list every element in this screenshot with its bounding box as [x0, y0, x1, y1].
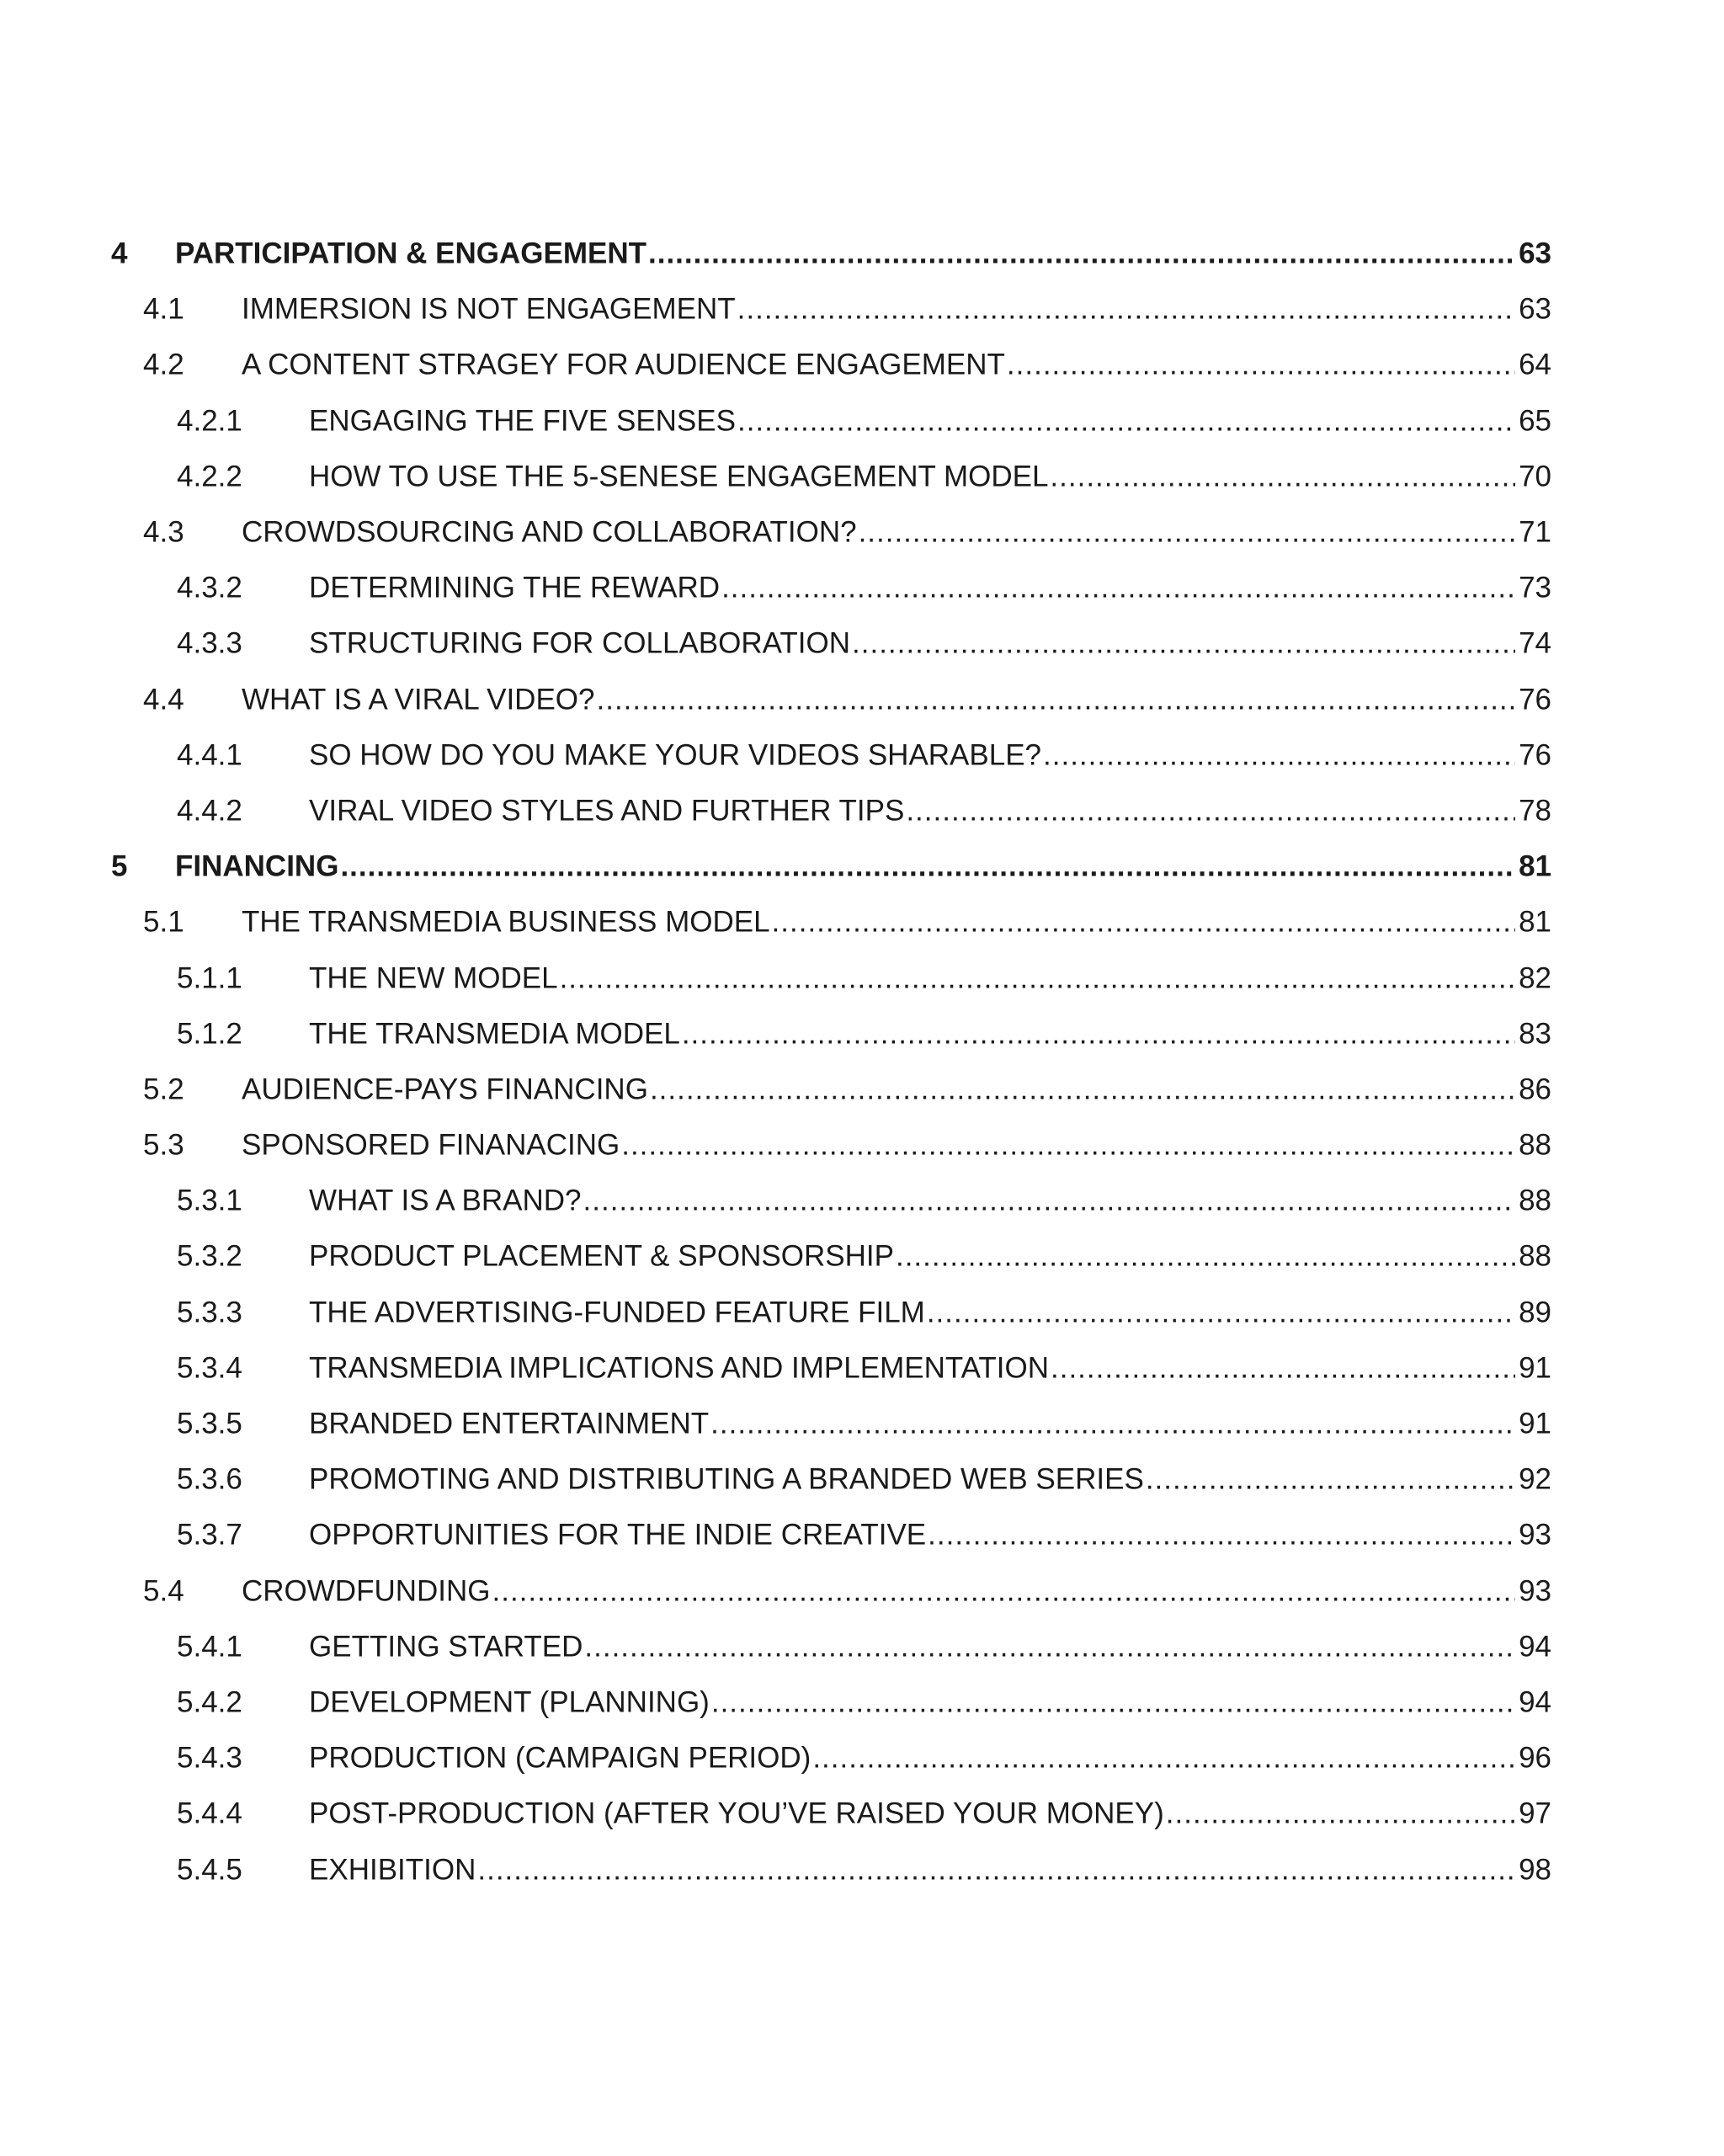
toc-entry[interactable] [0, 226, 1724, 281]
toc-entry-number: 4.3 [143, 515, 184, 549]
toc-entry-number: 4.2 [143, 348, 184, 381]
toc-entry[interactable] [0, 1285, 1724, 1340]
toc-entry[interactable] [0, 950, 1724, 1005]
toc-entry-number: 5.4.3 [177, 1741, 242, 1775]
toc-dot-leader [927, 1297, 1515, 1327]
toc-dot-leader [737, 406, 1515, 435]
toc-entry-number: 5.2 [143, 1073, 184, 1106]
toc-entry-title[interactable]: SO HOW DO YOU MAKE YOUR VIDEOS SHARABLE? [309, 738, 1042, 772]
toc-entry[interactable] [0, 449, 1724, 504]
toc-entry[interactable] [0, 393, 1724, 449]
toc-entry-number: 4.4.2 [177, 794, 242, 828]
toc-entry-title[interactable]: DETERMINING THE REWARD [309, 571, 721, 604]
toc-entry-title[interactable]: OPPORTUNITIES FOR THE INDIE CREATIVE [309, 1518, 927, 1552]
toc-entry-title[interactable]: AUDIENCE-PAYS FINANCING [242, 1073, 648, 1106]
toc-dot-leader [711, 1687, 1515, 1717]
toc-entry[interactable] [0, 1563, 1724, 1619]
toc-dot-leader [896, 1242, 1515, 1271]
toc-entry-page[interactable]: 70 [1519, 460, 1551, 493]
toc-entry-title[interactable]: A CONTENT STRAGEY FOR AUDIENCE ENGAGEMENT [242, 348, 1005, 381]
toc-dot-leader [928, 1520, 1515, 1550]
toc-entry-title[interactable]: VIRAL VIDEO STYLES AND FURTHER TIPS [309, 794, 905, 828]
toc-entry-number: 5.3.2 [177, 1239, 242, 1273]
toc-entry-number: 5.3.6 [177, 1462, 242, 1496]
toc-entry-number: 5.4.1 [177, 1630, 242, 1664]
toc-entry-page[interactable]: 96 [1519, 1741, 1551, 1775]
toc-entry-page[interactable]: 97 [1519, 1797, 1551, 1830]
toc-entry-title[interactable]: CROWDSOURCING AND COLLABORATION? [242, 515, 857, 549]
toc-dot-leader [584, 1632, 1515, 1661]
toc-entry-page[interactable]: 94 [1519, 1685, 1551, 1719]
toc-entry-number: 4.4.1 [177, 738, 242, 772]
toc-entry[interactable] [0, 1340, 1724, 1396]
toc-entry-title[interactable]: THE TRANSMEDIA MODEL [309, 1017, 680, 1051]
toc-dot-leader [812, 1743, 1515, 1773]
toc-dot-leader [1146, 1465, 1515, 1494]
toc-entry-number: 5.1 [143, 905, 184, 939]
toc-entry-title[interactable]: TRANSMEDIA IMPLICATIONS AND IMPLEMENTATION [309, 1351, 1049, 1385]
toc-entry[interactable] [0, 783, 1724, 838]
toc-dot-leader [1050, 461, 1515, 491]
toc-entry[interactable] [0, 560, 1724, 615]
toc-entry[interactable] [0, 1006, 1724, 1062]
toc-dot-leader [772, 908, 1516, 937]
toc-entry-number: 5.1.2 [177, 1017, 242, 1051]
toc-entry-title[interactable]: DEVELOPMENT (PLANNING) [309, 1685, 710, 1719]
toc-dot-leader [682, 1019, 1515, 1048]
toc-entry-number: 5.4.5 [177, 1853, 242, 1887]
toc-entry-title[interactable]: IMMERSION IS NOT ENGAGEMENT [242, 292, 736, 326]
toc-entry-page[interactable]: 92 [1519, 1462, 1551, 1496]
toc-entry-number: 4 [111, 237, 128, 270]
toc-entry-page[interactable]: 93 [1519, 1574, 1551, 1608]
toc-entry[interactable] [0, 337, 1724, 392]
toc-entry[interactable] [0, 1841, 1724, 1897]
toc-entry[interactable] [0, 1674, 1724, 1730]
toc-entry-title[interactable]: PRODUCTION (CAMPAIGN PERIOD) [309, 1741, 811, 1775]
toc-entry-page[interactable]: 88 [1519, 1128, 1551, 1162]
toc-entry[interactable] [0, 1786, 1724, 1841]
toc-entry-title[interactable]: FINANCING [175, 849, 339, 883]
toc-dot-leader [1007, 350, 1515, 380]
toc-entry[interactable] [0, 1507, 1724, 1562]
toc-entry-page[interactable]: 74 [1519, 626, 1551, 660]
toc-entry-page[interactable]: 83 [1519, 1017, 1551, 1051]
toc-dot-leader [859, 518, 1516, 547]
toc-dot-leader [477, 1855, 1515, 1884]
toc-entry-title[interactable]: CROWDFUNDING [242, 1574, 491, 1608]
toc-entry-title[interactable]: THE TRANSMEDIA BUSINESS MODEL [242, 905, 770, 939]
toc-entry-page[interactable]: 91 [1519, 1407, 1551, 1440]
toc-entry[interactable] [0, 504, 1724, 560]
toc-dot-leader [737, 295, 1515, 324]
toc-entry-page[interactable]: 76 [1519, 683, 1551, 716]
toc-entry[interactable] [0, 1396, 1724, 1451]
toc-entry-number: 5.3.4 [177, 1351, 242, 1385]
toc-entry-number: 5.1.1 [177, 961, 242, 995]
toc-entry-page[interactable]: 88 [1519, 1239, 1551, 1273]
toc-entry[interactable] [0, 1228, 1724, 1284]
toc-entry-title[interactable]: PARTICIPATION & ENGAGEMENT [175, 237, 646, 270]
toc-entry-page[interactable]: 63 [1519, 292, 1551, 326]
toc-entry-title[interactable]: POST-PRODUCTION (AFTER YOU’VE RAISED YOUR MONEY) [309, 1797, 1164, 1830]
toc-entry-page[interactable]: 82 [1519, 961, 1551, 995]
toc-entry-page[interactable]: 86 [1519, 1073, 1551, 1106]
toc-entry-page[interactable]: 88 [1519, 1184, 1551, 1217]
toc-entry-number: 4.4 [143, 683, 184, 716]
toc-entry-number: 5 [111, 849, 128, 883]
toc-entry[interactable] [0, 1730, 1724, 1786]
toc-entry-number: 4.1 [143, 292, 184, 326]
toc-entry[interactable] [0, 672, 1724, 727]
toc-dot-leader [1051, 1353, 1515, 1382]
toc-entry-title[interactable]: BRANDED ENTERTAINMENT [309, 1407, 710, 1440]
toc-entry-title[interactable]: HOW TO USE THE 5-SENESE ENGAGEMENT MODEL [309, 460, 1049, 493]
toc-entry-page[interactable]: 91 [1519, 1351, 1551, 1385]
toc-entry-title[interactable]: THE ADVERTISING-FUNDED FEATURE FILM [309, 1296, 925, 1329]
toc-dot-leader [597, 684, 1516, 714]
toc-dot-leader [721, 573, 1515, 603]
toc-entry-title[interactable]: THE NEW MODEL [309, 961, 558, 995]
toc-entry[interactable] [0, 727, 1724, 783]
toc-entry-number: 4.3.2 [177, 571, 242, 604]
toc-entry-number: 5.4.4 [177, 1797, 242, 1830]
toc-entry-number: 5.4.2 [177, 1685, 242, 1719]
toc-dot-leader [340, 852, 1515, 881]
toc-entry-page[interactable]: 94 [1519, 1630, 1551, 1664]
toc-entry[interactable] [0, 894, 1724, 950]
toc-entry-number: 5.3.7 [177, 1518, 242, 1552]
toc-entry-title[interactable]: ENGAGING THE FIVE SENSES [309, 404, 736, 438]
toc-entry-number: 5.3 [143, 1128, 184, 1162]
toc-entry-title[interactable]: WHAT IS A VIRAL VIDEO? [242, 683, 595, 716]
toc-entry-number: 5.3.3 [177, 1296, 242, 1329]
toc-dot-leader [492, 1576, 1516, 1605]
toc-entry-title[interactable]: EXHIBITION [309, 1853, 476, 1887]
toc-entry-number: 5.4 [143, 1574, 184, 1608]
toc-entry-number: 4.2.2 [177, 460, 242, 493]
toc-entry[interactable] [0, 1062, 1724, 1117]
toc-entry-page[interactable]: 81 [1519, 905, 1551, 939]
toc-entry-title[interactable]: SPONSORED FINANACING [242, 1128, 620, 1162]
toc-dot-leader [560, 963, 1515, 993]
toc-entry[interactable] [0, 1451, 1724, 1507]
toc-dot-leader [710, 1409, 1515, 1439]
toc-entry-page[interactable]: 71 [1519, 515, 1551, 549]
toc-entry-page[interactable]: 98 [1519, 1853, 1551, 1887]
toc-entry-page[interactable]: 64 [1519, 348, 1551, 381]
toc-dot-leader [583, 1186, 1516, 1216]
toc-dot-leader [621, 1131, 1515, 1160]
toc-entry-number: 5.3.5 [177, 1407, 242, 1440]
toc-entry-title[interactable]: WHAT IS A BRAND? [309, 1184, 582, 1217]
toc-entry-page[interactable]: 93 [1519, 1518, 1551, 1552]
toc-dot-leader [1043, 740, 1515, 769]
toc-entry[interactable] [0, 1117, 1724, 1173]
toc-entry-title[interactable]: PROMOTING AND DISTRIBUTING A BRANDED WEB SERIES [309, 1462, 1144, 1496]
toc-entry[interactable] [0, 838, 1724, 894]
toc-dot-leader [852, 629, 1515, 658]
toc-entry-page[interactable]: 81 [1519, 849, 1551, 883]
toc-entry[interactable] [0, 1619, 1724, 1674]
toc-dot-leader [648, 239, 1515, 269]
toc-entry-page[interactable]: 63 [1519, 237, 1551, 270]
toc-entry[interactable] [0, 615, 1724, 671]
toc-entry-title[interactable]: PRODUCT PLACEMENT & SPONSORSHIP [309, 1239, 894, 1273]
toc-entry-page[interactable]: 76 [1519, 738, 1551, 772]
toc-entry-number: 5.3.1 [177, 1184, 242, 1217]
toc-entry-page[interactable]: 78 [1519, 794, 1551, 828]
toc-entry-page[interactable]: 73 [1519, 571, 1551, 604]
toc-entry-number: 4.3.3 [177, 626, 242, 660]
toc-dot-leader [650, 1074, 1515, 1104]
toc-entry-title[interactable]: GETTING STARTED [309, 1630, 583, 1664]
toc-dot-leader [1166, 1799, 1515, 1829]
toc-entry-page[interactable]: 89 [1519, 1296, 1551, 1329]
table-of-contents [0, 226, 1724, 1898]
toc-dot-leader [906, 796, 1515, 825]
toc-entry[interactable] [0, 1173, 1724, 1228]
toc-entry[interactable] [0, 281, 1724, 337]
toc-entry-title[interactable]: STRUCTURING FOR COLLABORATION [309, 626, 851, 660]
toc-entry-page[interactable]: 65 [1519, 404, 1551, 438]
toc-entry-number: 4.2.1 [177, 404, 242, 438]
